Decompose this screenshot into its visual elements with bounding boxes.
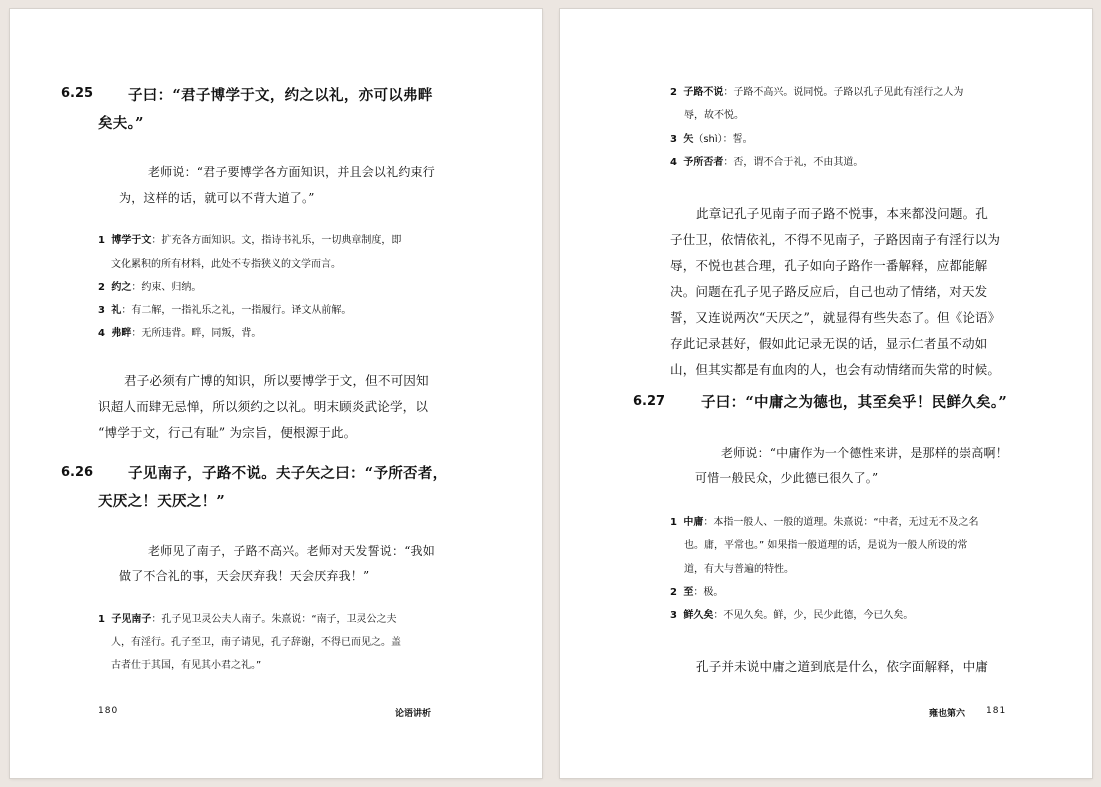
note-term: 博学于文 — [111, 235, 152, 246]
teacher-says-6-27-line2: 可惜一般民众，少此德已很久了。” — [695, 471, 879, 485]
note-number: 1 — [670, 517, 677, 528]
note-number: 4 — [98, 328, 105, 339]
note-6-26-4 — [670, 152, 863, 174]
note-number: 2 — [670, 587, 677, 598]
note-6-27-2 — [670, 582, 723, 604]
note-term: 礼 — [111, 305, 122, 316]
note-text: ：有二解，一指礼乐之礼，一指履行。译文从前解。 — [121, 305, 352, 316]
note-text: （shì）：誓。 — [693, 134, 753, 145]
note-number: 1 — [98, 614, 105, 625]
teacher-says-6-27-line1: 老师说：“中庸作为一个德性来讲，是那样的崇高啊！ — [721, 446, 1008, 460]
note-6-26-2-cont: 辱，故不悦。 — [684, 110, 744, 121]
left-page — [10, 9, 542, 778]
commentary-6-25-line1: 君子必须有广博的知识，所以要博学于文，但不可因知 — [124, 373, 429, 388]
note-number: 3 — [670, 134, 677, 145]
note-6-26-1-cont2: 古者仕于其国，有见其小君之礼。” — [111, 660, 262, 671]
note-6-25-1 — [98, 230, 401, 252]
note-6-25-1-cont: 文化累积的所有材料，此处不专指狭义的文学而言。 — [111, 259, 341, 270]
note-term: 矢 — [683, 134, 694, 145]
note-term: 弗畔 — [111, 328, 132, 339]
note-6-26-1-cont1: 人，有淫行。孔子至卫，南子请见，孔子辞谢，不得已而见之。盖 — [111, 637, 401, 648]
note-term: 中庸 — [683, 517, 704, 528]
note-text: ：本指一般人、一般的道理。朱熹说：“中者，无过无不及之名 — [703, 517, 979, 528]
commentary-6-26-line7: 山，但其实都是有血肉的人，也会有动情绪而失常的时候。 — [670, 362, 1001, 377]
note-text: ：否，谓不合于礼，不由其道。 — [723, 157, 864, 168]
section-6-25-text-line2: 矣夫。” — [98, 115, 144, 132]
teacher-says-6-26-line2: 做了不合礼的事，天会厌弃我！天会厌弃我！” — [119, 569, 370, 583]
note-text: ：极。 — [693, 587, 724, 598]
note-term: 予所否者 — [683, 157, 724, 168]
note-term: 子见南子 — [111, 614, 152, 625]
note-term: 子路不说 — [683, 87, 724, 98]
commentary-6-27-line1: 孔子并未说中庸之道到底是什么，依字面解释，中庸 — [696, 659, 988, 674]
note-number: 2 — [670, 87, 677, 98]
page-number-left: 180 — [98, 706, 119, 716]
note-6-25-4 — [98, 323, 261, 345]
section-number-6-25: 6.25 — [61, 86, 94, 101]
note-number: 2 — [98, 282, 105, 293]
commentary-6-26-line4: 决。问题在孔子见子路反应后，自己也动了情绪，对天发 — [670, 284, 988, 299]
note-text: ：不见久矣。鲜，少，民少此德，今已久矣。 — [713, 610, 914, 621]
section-number-6-26: 6.26 — [61, 465, 94, 480]
note-text: ：扩充各方面知识。文，指诗书礼乐，一切典章制度，即 — [151, 235, 402, 246]
note-6-27-1 — [670, 512, 979, 534]
section-6-26-text-line2: 天厌之！天厌之！” — [98, 493, 226, 510]
commentary-6-26-line5: 誓，又连说两次“天厌之”，就显得有些失态了。但《论语》 — [670, 310, 1001, 325]
teacher-says-6-25-line1: 老师说：“君子要博学各方面知识，并且会以礼约束行 — [148, 165, 435, 179]
note-number: 1 — [98, 235, 105, 246]
section-6-27-text: 子曰：“中庸之为德也，其至矣乎！民鲜久矣。” — [701, 394, 1008, 411]
note-6-25-3 — [98, 300, 351, 322]
commentary-6-26-line1: 此章记孔子见南子而子路不悦事，本来都没问题。孔 — [696, 206, 988, 221]
note-number: 4 — [670, 157, 677, 168]
section-6-25-text-line1: 子曰：“君子博学于文，约之以礼，亦可以弗畔 — [128, 87, 433, 104]
page-number-right: 181 — [986, 706, 1007, 716]
note-number: 3 — [670, 610, 677, 621]
right-page — [560, 9, 1092, 778]
commentary-6-25-line3: “博学于文，行己有耻” 为宗旨，便根源于此。 — [98, 425, 357, 440]
note-6-27-3 — [670, 605, 913, 627]
note-6-25-2 — [98, 277, 201, 299]
note-text: ：约束、归纳。 — [131, 282, 202, 293]
note-text: ：无所违背。畔，同叛，背。 — [131, 328, 262, 339]
section-number-6-27: 6.27 — [633, 394, 666, 409]
teacher-says-6-25-line2: 为，这样的话，就可以不背大道了。” — [119, 191, 315, 205]
note-6-27-1-cont1: 也。庸，平常也。” 如果指一般道理的话，是说为一般人所设的常 — [684, 540, 968, 551]
commentary-6-26-line3: 辱，不悦也甚合理，孔子如向子路作一番解释，应都能解 — [670, 258, 988, 273]
running-head-left: 论语讲析 — [395, 709, 432, 719]
note-term: 至 — [683, 587, 694, 598]
section-6-26-text-line1: 子见南子，子路不说。夫子矢之曰：“予所否者， — [128, 465, 448, 482]
note-number: 3 — [98, 305, 105, 316]
commentary-6-26-line2: 子仕卫，依情依礼，不得不见南子，子路因南子有淫行以为 — [670, 232, 1001, 247]
note-6-26-3 — [670, 129, 753, 151]
note-6-26-1 — [98, 609, 397, 631]
running-head-right: 雍也第六 — [929, 709, 966, 719]
teacher-says-6-26-line1: 老师见了南子，子路不高兴。老师对天发誓说：“我如 — [148, 544, 435, 558]
note-text: ：子路不高兴。说同悦。子路以孔子见此有淫行之人为 — [723, 87, 964, 98]
commentary-6-25-line2: 识超人而肆无忌惮，所以须约之以礼。明末顾炎武论学，以 — [98, 399, 429, 414]
note-6-26-2 — [670, 82, 963, 104]
note-6-27-1-cont2: 道，有大与普遍的特性。 — [684, 564, 794, 575]
commentary-6-26-line6: 存此记录甚好，假如此记录无误的话，显示仁者虽不动如 — [670, 336, 988, 351]
note-term: 约之 — [111, 282, 132, 293]
note-term: 鲜久矣 — [683, 610, 714, 621]
note-text: ：孔子见卫灵公夫人南子。朱熹说：“南子，卫灵公之夫 — [151, 614, 397, 625]
